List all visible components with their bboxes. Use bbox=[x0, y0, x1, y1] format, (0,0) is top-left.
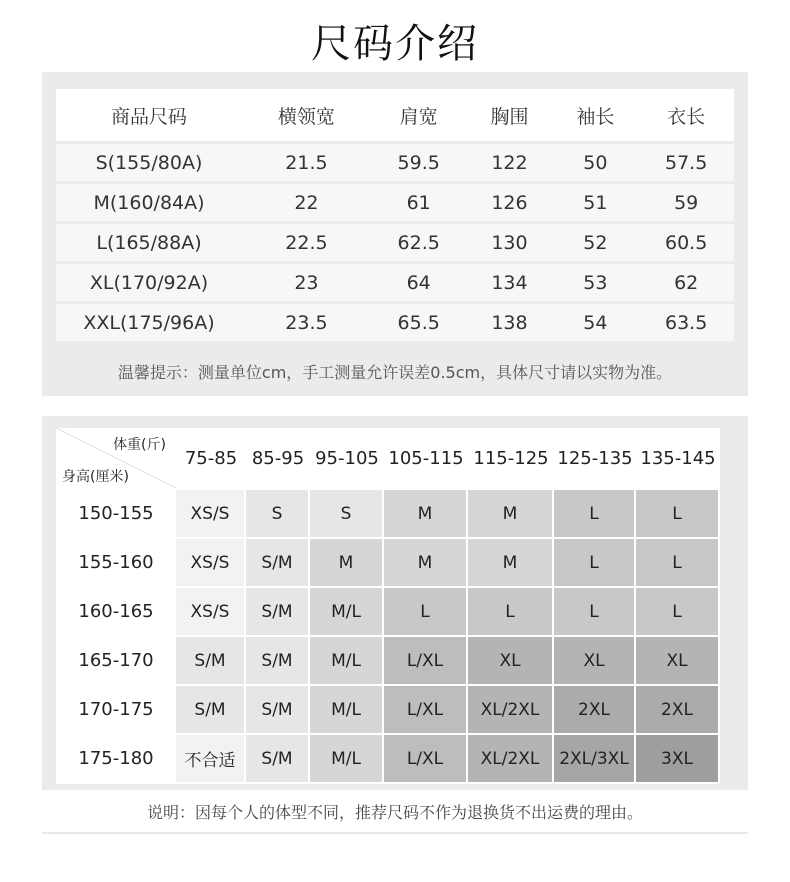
table-cell: 21.5 bbox=[242, 144, 371, 181]
table-row bbox=[56, 264, 734, 301]
size-cell: S bbox=[246, 490, 310, 539]
size-cell: S/M bbox=[246, 588, 310, 637]
table-cell: 138 bbox=[466, 304, 552, 341]
weight-header: 135-145 bbox=[636, 428, 720, 490]
table-header-row bbox=[56, 428, 720, 490]
size-cell: M/L bbox=[310, 637, 384, 686]
table-cell: 59 bbox=[638, 184, 734, 221]
table-cell: L(165/88A) bbox=[56, 224, 242, 261]
size-cell: M/L bbox=[310, 735, 384, 784]
table-row bbox=[56, 539, 720, 588]
divider bbox=[42, 832, 748, 834]
size-cell: S/M bbox=[246, 539, 310, 588]
column-header: 横领宽 bbox=[242, 89, 371, 141]
table-row bbox=[56, 224, 734, 261]
column-header: 袖长 bbox=[552, 89, 638, 141]
height-header: 150-155 bbox=[56, 490, 176, 539]
size-cell: L/XL bbox=[384, 686, 468, 735]
table-cell: 57.5 bbox=[638, 144, 734, 181]
size-cell: L bbox=[636, 539, 720, 588]
height-header: 170-175 bbox=[56, 686, 176, 735]
table-cell: 22.5 bbox=[242, 224, 371, 261]
height-axis-label: 身高(厘米) bbox=[62, 469, 129, 485]
weight-header: 125-135 bbox=[554, 428, 636, 490]
size-cell: M bbox=[384, 490, 468, 539]
size-cell: L bbox=[384, 588, 468, 637]
size-cell: M bbox=[468, 490, 554, 539]
size-cell: 不合适 bbox=[176, 735, 246, 784]
size-recommendation-panel bbox=[42, 416, 748, 790]
size-cell: 2XL bbox=[554, 686, 636, 735]
page-title: 尺码介绍 bbox=[311, 21, 479, 67]
table-cell: 65.5 bbox=[371, 304, 467, 341]
size-chart-panel bbox=[42, 72, 748, 396]
size-cell: 3XL bbox=[636, 735, 720, 784]
size-cell: S bbox=[310, 490, 384, 539]
table-cell: 122 bbox=[466, 144, 552, 181]
size-cell: S/M bbox=[246, 637, 310, 686]
table-cell: 59.5 bbox=[371, 144, 467, 181]
table-cell: 134 bbox=[466, 264, 552, 301]
table-cell: M(160/84A) bbox=[56, 184, 242, 221]
weight-axis-label: 体重(斤) bbox=[113, 437, 166, 453]
size-cell: XL/2XL bbox=[468, 735, 554, 784]
table-cell: XL(170/92A) bbox=[56, 264, 242, 301]
table-cell: 126 bbox=[466, 184, 552, 221]
table-cell: 23.5 bbox=[242, 304, 371, 341]
size-cell: L bbox=[468, 588, 554, 637]
size-cell: L bbox=[636, 490, 720, 539]
size-cell: L bbox=[554, 588, 636, 637]
size-cell: S/M bbox=[246, 686, 310, 735]
table-cell: 64 bbox=[371, 264, 467, 301]
size-cell: S/M bbox=[246, 735, 310, 784]
column-header: 商品尺码 bbox=[56, 89, 242, 141]
size-cell: 2XL bbox=[636, 686, 720, 735]
size-cell: XL bbox=[554, 637, 636, 686]
size-measurement-table bbox=[56, 86, 734, 344]
column-header: 肩宽 bbox=[371, 89, 467, 141]
table-cell: 22 bbox=[242, 184, 371, 221]
height-header: 160-165 bbox=[56, 588, 176, 637]
size-cell: XL bbox=[636, 637, 720, 686]
column-header: 胸围 bbox=[466, 89, 552, 141]
size-cell: L/XL bbox=[384, 637, 468, 686]
size-cell: M bbox=[310, 539, 384, 588]
size-cell: M bbox=[468, 539, 554, 588]
weight-header: 85-95 bbox=[246, 428, 310, 490]
size-cell: XS/S bbox=[176, 490, 246, 539]
table-cell: S(155/80A) bbox=[56, 144, 242, 181]
table-cell: 52 bbox=[552, 224, 638, 261]
size-cell: M/L bbox=[310, 686, 384, 735]
table-row bbox=[56, 735, 720, 784]
table-cell: 51 bbox=[552, 184, 638, 221]
table-cell: 130 bbox=[466, 224, 552, 261]
table-cell: 63.5 bbox=[638, 304, 734, 341]
table-cell: XXL(175/96A) bbox=[56, 304, 242, 341]
height-header: 175-180 bbox=[56, 735, 176, 784]
table-row bbox=[56, 637, 720, 686]
weight-header: 105-115 bbox=[384, 428, 468, 490]
size-cell: 2XL/3XL bbox=[554, 735, 636, 784]
table-cell: 62.5 bbox=[371, 224, 467, 261]
table-cell: 53 bbox=[552, 264, 638, 301]
size-cell: M bbox=[384, 539, 468, 588]
table-cell: 61 bbox=[371, 184, 467, 221]
size-cell: S/M bbox=[176, 637, 246, 686]
table-cell: 23 bbox=[242, 264, 371, 301]
table-row bbox=[56, 304, 734, 341]
size-cell: XL/2XL bbox=[468, 686, 554, 735]
size-recommendation-table bbox=[56, 428, 720, 784]
size-cell: S/M bbox=[176, 686, 246, 735]
corner-header bbox=[56, 428, 176, 490]
disclaimer-note: 说明：因每个人的体型不同，推荐尺码不作为退换货不出运费的理由。 bbox=[146, 803, 643, 822]
table-header-row bbox=[56, 89, 734, 141]
table-cell: 60.5 bbox=[638, 224, 734, 261]
weight-header: 115-125 bbox=[468, 428, 554, 490]
weight-header: 75-85 bbox=[176, 428, 246, 490]
size-cell: XL bbox=[468, 637, 554, 686]
size-cell: L/XL bbox=[384, 735, 468, 784]
weight-header: 95-105 bbox=[310, 428, 384, 490]
table-row bbox=[56, 490, 720, 539]
size-cell: L bbox=[636, 588, 720, 637]
height-header: 165-170 bbox=[56, 637, 176, 686]
table-row bbox=[56, 144, 734, 181]
table-cell: 62 bbox=[638, 264, 734, 301]
column-header: 衣长 bbox=[638, 89, 734, 141]
table-row bbox=[56, 588, 720, 637]
table-cell: 50 bbox=[552, 144, 638, 181]
size-cell: M/L bbox=[310, 588, 384, 637]
height-header: 155-160 bbox=[56, 539, 176, 588]
table-row bbox=[56, 686, 720, 735]
table-row bbox=[56, 184, 734, 221]
table-cell: 54 bbox=[552, 304, 638, 341]
size-cell: L bbox=[554, 490, 636, 539]
size-cell: XS/S bbox=[176, 588, 246, 637]
size-cell: L bbox=[554, 539, 636, 588]
size-cell: XS/S bbox=[176, 539, 246, 588]
measurement-note: 温馨提示：测量单位cm，手工测量允许误差0.5cm，具体尺寸请以实物为准。 bbox=[117, 363, 673, 382]
